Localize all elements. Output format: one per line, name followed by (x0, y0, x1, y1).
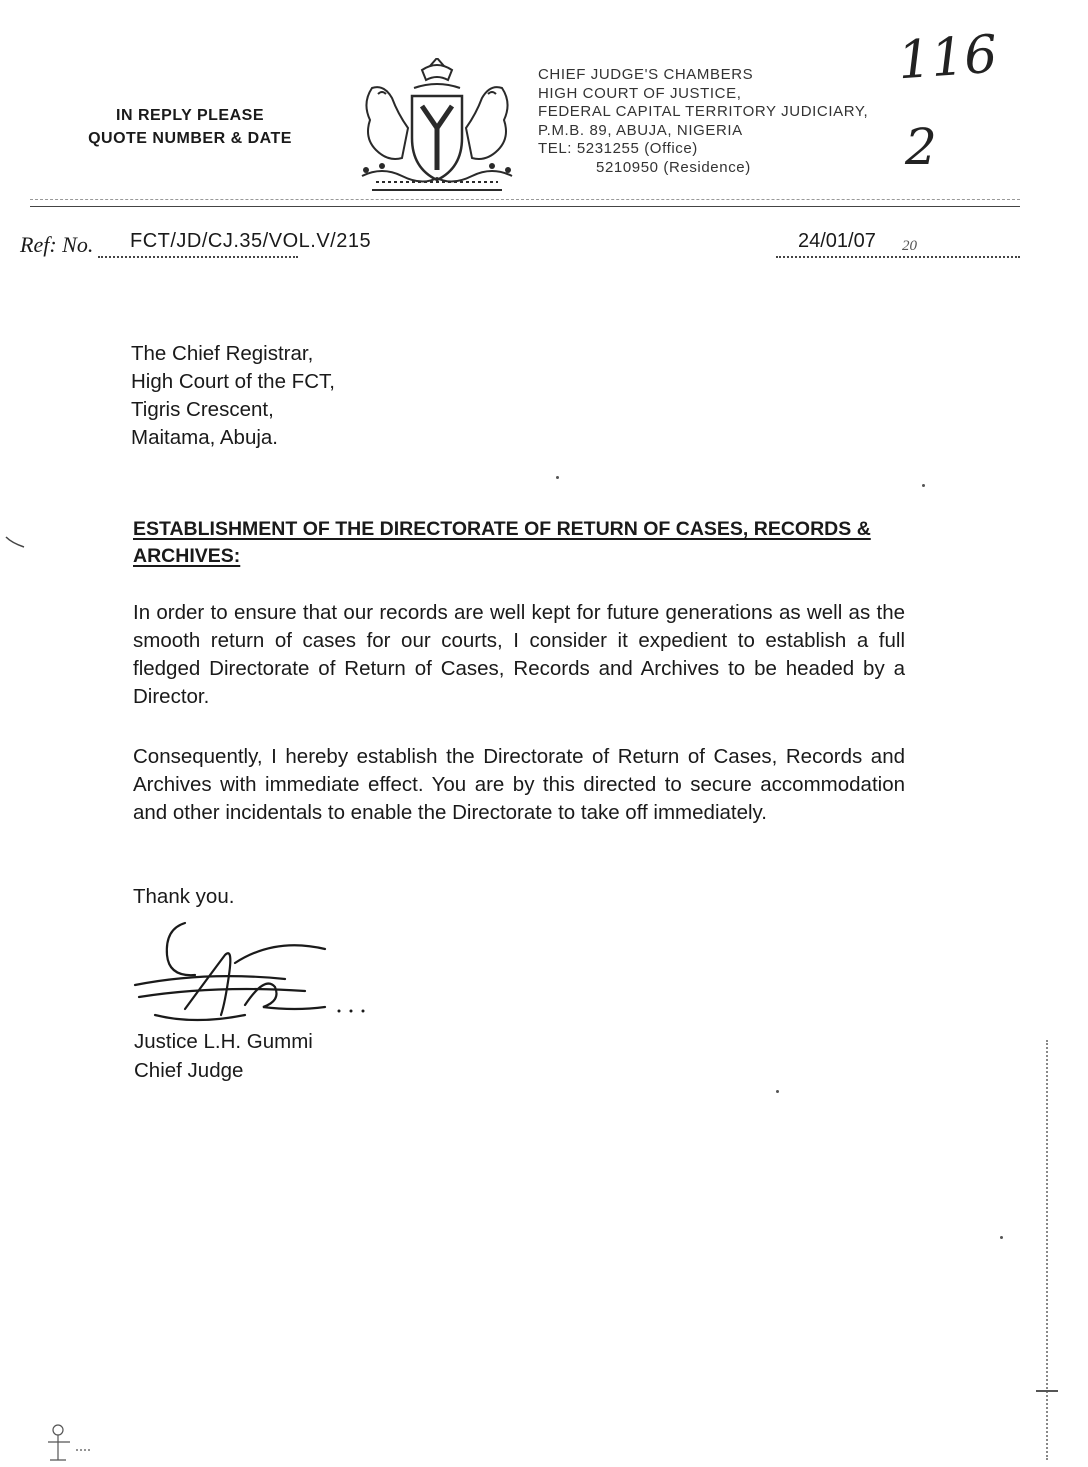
body-paragraph-2: Consequently, I hereby establish the Directorate of Return of Cases, Records and Archives with immediate effect. You are by this directed to secure accommodation and other incidentals to enable the Directorate to take off immediately. (133, 745, 905, 824)
scan-edge-tick (1036, 1390, 1058, 1392)
chambers-address (538, 66, 868, 178)
addressee-line-1: The Chief Registrar, (131, 342, 314, 365)
letter-subject: ESTABLISHMENT OF THE DIRECTORATE OF RETURN OF CASES, RECORDS & ARCHIVES: (133, 518, 871, 567)
reply-instruction (60, 104, 320, 150)
address-line-5: TEL: 5231255 (Office) (538, 140, 698, 158)
scan-speck (556, 476, 559, 479)
signatory-title: Chief Judge (134, 1059, 244, 1082)
signatory-name: Justice L.H. Gummi (134, 1030, 313, 1053)
addressee-line-3: Tigris Crescent, (131, 398, 274, 421)
scan-mark (4, 535, 28, 551)
reference-number: FCT/JD/CJ.35/VOL.V/215 (130, 230, 372, 252)
addressee-line-4: Maitama, Abuja. (131, 426, 278, 449)
scan-speck (776, 1090, 779, 1093)
letter-date: 24/01/07 (798, 230, 876, 252)
reply-instruction-line-1: IN REPLY PLEASE (116, 107, 264, 124)
scan-speck (1000, 1236, 1003, 1239)
letterhead-divider (30, 206, 1020, 207)
closing: Thank you. (133, 885, 235, 908)
addressee-block (131, 340, 335, 452)
reference-label: Ref: No. (20, 232, 94, 257)
address-line-1: CHIEF JUDGE'S CHAMBERS (538, 66, 754, 83)
address-line-4: P.M.B. 89, ABUJA, NIGERIA (538, 121, 743, 139)
handwritten-mark: 2 (905, 118, 937, 176)
letterhead-divider-dashed (30, 199, 1020, 200)
date-suffix: 20 (902, 238, 917, 254)
scan-smudge (40, 1420, 95, 1465)
nigeria-coat-of-arms-icon (352, 58, 522, 198)
signatory-block (134, 1027, 313, 1085)
address-line-6: 5210950 (Residence) (596, 158, 751, 176)
body-paragraph-1: In order to ensure that our records are well kept for future generations as well as the smooth return of cases for our courts, I consider it expedient to establish a full fledged Directorate of Return of Cases, Records and Archives to be headed by a Director. (133, 601, 905, 708)
handwritten-signature (125, 915, 375, 1035)
address-line-2: HIGH COURT OF JUSTICE, (538, 84, 742, 102)
reply-instruction-line-2: QUOTE NUMBER & DATE (88, 130, 292, 147)
scan-speck (922, 484, 925, 487)
address-line-3: FEDERAL CAPITAL TERRITORY JUDICIARY, (538, 103, 869, 121)
scan-edge-line (1046, 1040, 1049, 1460)
handwritten-folio-number: 116 (896, 24, 1000, 92)
addressee-line-2: High Court of the FCT, (131, 370, 335, 393)
